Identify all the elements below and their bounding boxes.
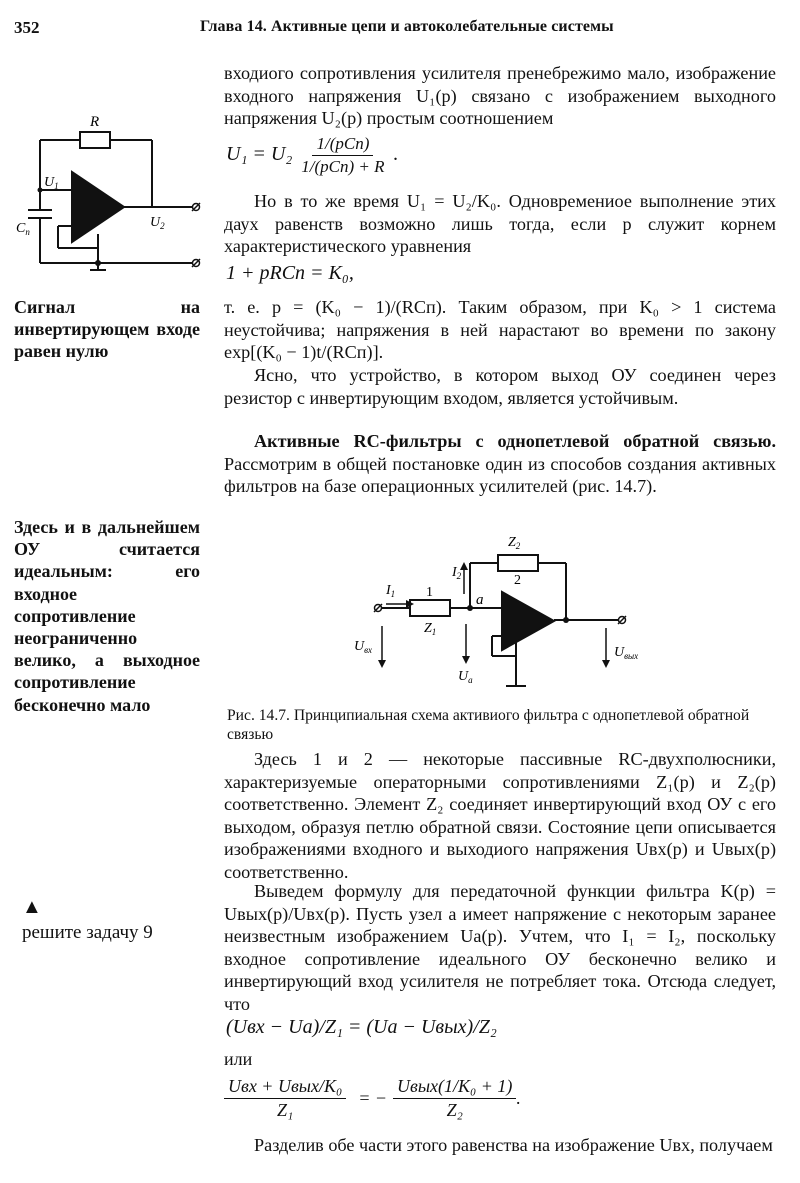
label-z1: $Z_1$ [424, 621, 437, 637]
label-u2: $U_2$ [150, 215, 165, 231]
paragraph-1: входиого сопротивления усилителя пренебрежимо мало, изображение входного напряжения U₁(p) связано с изображением выходного напряжения U₂(p) простым соотношением [224, 63, 776, 129]
opamp-triangle [72, 172, 124, 242]
figure-opamp-rc [14, 108, 214, 278]
paragraph-7: Выведем формулу для передаточной функции фильтра K(p) = Uвых(p)/Uвх(p). Пусть узел a имеет напряжение с некоторым заранее неизвестным изображением Ua(p). Учтем, что I₁ = I₂, поскольку входное сопротивление идеального ОУ бесконечно велико и инвертирующий вход усилителя не потребляет тока. Отсюда следует, что [224, 881, 776, 1014]
opamp-triangle-2 [502, 592, 554, 650]
label-z2: $Z_2$ [508, 535, 521, 551]
label-node-a: a [476, 592, 484, 608]
chapter-title: Глава 14. Активные цепи и автоколебательные системы [200, 18, 614, 35]
paragraph-5: Активные RC-фильтры с однопетлевой обратной связью. Рассмотрим в общей постановке один из способов создания активных фильтров на базе операционных усилителей (рис. 14.7). [224, 431, 776, 497]
paragraph-2: Но в то же время U₁ = U₂/K₀. Одновремениое выполнение этих даух равенств возможно лишь тогда, если p служит корнем характеристического уравнения [224, 191, 776, 257]
label-uout: $U_{вых}$ [614, 645, 639, 661]
label-u1: $U_1$ [44, 175, 59, 191]
paragraph-6: Здесь 1 и 2 — некоторые пассивные RC-двухполюсники, характеризуемые операторными сопротивлениями Z₁(p) и Z₂(p) соответственно. Элемент Z₂ соединяет инвертирующий вход ОУ с его выходом, образуя петлю обратной связи. Состояние цепи описывается изображениями входного и выходиого напряжения Uвх(p) и Uвых(p) соответственно. [224, 749, 776, 882]
page-number: 352 [14, 18, 40, 37]
label-r: R [90, 114, 100, 130]
element-z1 [410, 600, 450, 616]
label-1: 1 [426, 585, 433, 600]
label-ua: $U_a$ [458, 669, 473, 685]
resistor-r [80, 132, 110, 148]
sidebar-note-2: Здесь и в дальнейшем ОУ считается идеальным: его входное сопротивление неограниченно велико, а выходное сопротивление бесконечно мало [14, 517, 200, 715]
paragraph-4: Ясно, что устройство, в котором выход ОУ соединен через резистор с инвертирующим входом, является устойчивым. [224, 365, 776, 408]
equation-4: $\frac{\text{Uвх + Uвых/K₀}}{\text{Z₁}}$ = − $\frac{\text{Uвых(1/K₀ + 1)}}{\text{Z₂}}$ . [224, 1076, 521, 1121]
figure-active-filter [340, 528, 660, 696]
label-uin: $U_{вх}$ [354, 639, 373, 655]
figure-caption: Рис. 14.7. Принципиальная схема активиого фильтра с однопетлевой обратной связью [227, 707, 750, 743]
equation-1: U₁ = U₂ $\frac{\text{1/(pCп)}}{\text{1/(pCп) + R}}$ . [226, 134, 399, 176]
equation-3: (Uвх − Ua)/Z₁ = (Ua − Uвых)/Z₂ [226, 1016, 497, 1038]
label-i2: $I_2$ [452, 565, 462, 581]
equation-2: 1 + pRCп = K₀, [226, 262, 354, 284]
element-z2 [498, 555, 538, 571]
heading-rc-filters: Активные RC-фильтры с однопетлевой обратной связью. [254, 431, 776, 451]
sidebar-task: решите задачу 9 [22, 922, 153, 943]
label-i1: $I_1$ [386, 583, 396, 599]
word-or: или [224, 1049, 253, 1069]
label-cp: $C_п$ [16, 221, 30, 237]
label-2: 2 [514, 573, 521, 588]
paragraph-3: т. е. p = (K₀ − 1)/(RCп). Таким образом, при K₀ > 1 система неустойчива; напряжения в ней нарастают во времени по закону exp[(K₀ − 1)t/(RCп)]. [224, 297, 776, 363]
sidebar-note-1: Сигнал на инвертирующем входе равен нулю [14, 297, 200, 362]
task-marker-icon: ▲ [22, 896, 42, 918]
paragraph-8: Разделив обе части этого равенства на изображение Uвх, получаем [254, 1135, 773, 1155]
